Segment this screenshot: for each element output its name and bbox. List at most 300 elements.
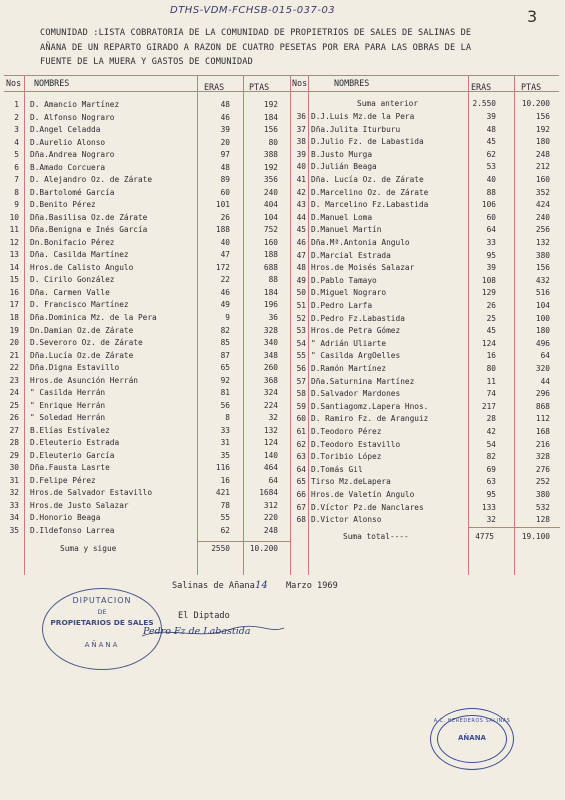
table-row (0, 476, 565, 488)
table-row (0, 426, 565, 438)
table-row (0, 111, 565, 123)
row-number: 2 (14, 112, 19, 122)
row-ptas: 248 (535, 149, 550, 159)
table-row (0, 136, 565, 148)
row-ptas: 88 (268, 275, 278, 285)
row-number: 32 (9, 488, 19, 498)
row-name: Dña.Julita Iturburu (311, 124, 401, 134)
stamp-top-text: DIPUTACION (72, 596, 132, 605)
table-row (0, 187, 565, 199)
row-name: D.Honorio Beaga (30, 513, 101, 523)
row-eras: 62 (220, 526, 230, 536)
table-row (0, 287, 565, 299)
row-eras: 9 (225, 313, 230, 322)
row-eras: 85 (220, 338, 230, 348)
row-name: D.Eleuterio Estrada (30, 438, 120, 448)
row-number: 15 (9, 275, 19, 285)
table-row (0, 413, 565, 425)
row-number: 23 (9, 375, 19, 385)
row-name: D.Pablo Tamayo (311, 275, 377, 285)
row-name: Dn.Bonifacio Pérez (30, 237, 115, 247)
row-name: D. Cirilo González (30, 275, 115, 285)
row-ptas: 36 (268, 313, 278, 322)
row-ptas: 432 (535, 275, 550, 285)
row-name: Dña.Benigna e Inés García (30, 225, 148, 235)
row-ptas: 184 (263, 112, 278, 122)
row-name: D.Julián Beaga (311, 162, 377, 172)
row-eras: 74 (486, 389, 496, 399)
footer-label: Suma total---- (343, 532, 409, 541)
stamp-herederos-salinas (430, 708, 514, 770)
row-name: D.Tomás Gil (311, 464, 363, 474)
row-number: 59 (296, 401, 306, 411)
row-name: B.Justo Murga (311, 149, 373, 159)
table-row (0, 338, 565, 350)
row-number: 22 (9, 363, 19, 373)
row-ptas: 192 (535, 124, 550, 134)
row-name: D. Francisco Martínez (30, 300, 129, 310)
stamp-ring-text: A.C. HEREDEROS SALINAS (433, 718, 511, 724)
row-number: 61 (296, 427, 306, 436)
row-ptas: 240 (535, 212, 550, 222)
table-row (0, 300, 565, 312)
row-ptas: 496 (535, 338, 550, 348)
carry-ptas: 10.200 (521, 99, 550, 108)
carry-eras: 2.550 (472, 99, 496, 108)
row-eras: 60 (486, 212, 496, 222)
row-name: D.Marcial Estrada (311, 250, 391, 260)
row-ptas: 424 (535, 200, 550, 210)
row-number: 41 (296, 175, 306, 184)
row-name: B.Elías Estívalez (30, 425, 110, 435)
row-ptas: 160 (263, 237, 278, 247)
row-ptas: 368 (263, 375, 278, 385)
row-eras: 33 (486, 238, 496, 247)
header-ptas-right: PTAS (521, 82, 542, 92)
header-nos-left: Nos (6, 78, 22, 88)
row-number: 5 (14, 150, 19, 160)
row-number: 35 (9, 526, 19, 536)
row-ptas: 192 (263, 162, 278, 172)
row-number: 53 (296, 326, 306, 336)
table-row (0, 489, 565, 501)
table-row (0, 350, 565, 362)
row-eras: 421 (215, 488, 230, 498)
row-name: " Adrián Uliarte (311, 338, 387, 348)
row-ptas: 188 (263, 250, 278, 260)
row-name: D.Eleuterio García (30, 450, 115, 460)
row-ptas: 64 (268, 475, 278, 485)
row-ptas: 132 (263, 425, 278, 435)
row-eras: 26 (486, 301, 496, 310)
row-name: Hros.de Salvador Estavillo (30, 488, 153, 498)
row-name: D.Angel Celadda (30, 125, 101, 135)
row-name: Hros.de Asunción Herrán (30, 375, 138, 385)
row-number: 36 (296, 112, 306, 121)
row-number: 43 (296, 200, 306, 210)
row-eras: 62 (486, 149, 496, 159)
row-ptas: 352 (535, 187, 550, 197)
row-eras: 82 (486, 452, 496, 462)
right-carry-row (0, 98, 565, 110)
row-eras: 45 (486, 326, 496, 336)
row-ptas: 320 (535, 364, 550, 373)
row-eras: 47 (220, 250, 230, 260)
row-eras: 63 (486, 477, 496, 487)
header-nos-right: Nos (292, 78, 308, 88)
row-number: 26 (9, 413, 19, 423)
row-name: D.Miguel Nograro (311, 288, 387, 298)
stamp-middle-text: PROPIETARIOS DE SALES (50, 618, 154, 627)
row-ptas: 324 (263, 388, 278, 398)
header-ptas-left: PTAS (249, 82, 270, 92)
row-ptas: 192 (263, 100, 278, 109)
row-name: D. Alejandro Oz. de Zárate (30, 175, 153, 185)
row-eras: 11 (486, 376, 496, 386)
table-row (0, 212, 565, 224)
row-eras: 48 (220, 100, 230, 109)
row-name: D. Amancio Martínez (30, 100, 120, 109)
row-ptas: 688 (263, 262, 278, 272)
row-eras: 133 (481, 502, 496, 512)
row-eras: 106 (481, 200, 496, 210)
row-number: 6 (14, 162, 19, 172)
row-eras: 101 (215, 200, 230, 210)
row-ptas: 168 (535, 427, 550, 436)
table-row (0, 199, 565, 211)
row-eras: 54 (486, 439, 496, 449)
table-row (0, 363, 565, 375)
row-name: D.Víctor Pz.de Nanclares (311, 502, 424, 512)
row-eras: 39 (486, 112, 496, 121)
table-row (0, 174, 565, 186)
row-name: Dña. Lucía Oz. de Zárate (311, 175, 424, 184)
table-row (0, 313, 565, 325)
row-number: 28 (9, 438, 19, 448)
row-number: 46 (296, 238, 306, 247)
row-name: " Casilda ArgOelles (311, 351, 401, 361)
row-number: 60 (296, 414, 306, 424)
row-eras: 64 (486, 225, 496, 235)
row-number: 4 (14, 137, 19, 147)
row-ptas: 356 (263, 175, 278, 185)
row-eras: 46 (220, 112, 230, 122)
row-eras: 172 (215, 262, 230, 272)
row-ptas: 32 (268, 413, 278, 423)
row-ptas: 328 (535, 452, 550, 462)
row-eras: 88 (486, 187, 496, 197)
row-eras: 45 (486, 137, 496, 147)
table-row (0, 502, 565, 514)
row-ptas: 256 (535, 225, 550, 235)
row-number: 65 (296, 477, 306, 487)
row-name: D.Felipe Pérez (30, 475, 96, 485)
row-eras: 42 (486, 427, 496, 436)
row-name: Hros.de Justo Salazar (30, 500, 129, 510)
stamp-propietarios (42, 588, 162, 670)
sum-rule-right (468, 527, 560, 528)
row-ptas: 328 (263, 325, 278, 335)
row-eras: 35 (220, 450, 230, 460)
footer-eras: 2550 (211, 544, 230, 553)
row-eras: 16 (486, 351, 496, 361)
footer-eras: 4775 (475, 532, 494, 541)
row-name: Dña. Casilda Martínez (30, 250, 129, 260)
row-ptas: 516 (535, 288, 550, 298)
row-eras: 116 (215, 463, 230, 473)
row-number: 16 (9, 287, 19, 297)
row-eras: 48 (486, 124, 496, 134)
table-row (0, 464, 565, 476)
signature: Pedro Fz de Labastida (143, 626, 251, 637)
row-ptas: 260 (263, 363, 278, 373)
row-ptas: 312 (263, 500, 278, 510)
row-name: D.Marcelino Oz. de Zárate (311, 187, 429, 197)
row-eras: 124 (481, 338, 496, 348)
row-ptas: 216 (535, 439, 550, 449)
table-row (0, 439, 565, 451)
row-ptas: 128 (535, 515, 550, 525)
row-number: 17 (9, 300, 19, 310)
row-eras: 26 (220, 212, 230, 222)
row-ptas: 752 (263, 225, 278, 235)
row-ptas: 220 (263, 513, 278, 523)
row-name: D.Severoro Oz. de Zárate (30, 338, 143, 348)
heading-line: AÑANA DE UN REPARTO GIRADO A RAZON DE CUATRO PESETAS POR ERA PARA LAS OBRAS DE LA (40, 42, 472, 53)
row-name: Dña.Basilisa Oz.de Zárate (30, 212, 148, 222)
row-ptas: 212 (535, 162, 550, 172)
row-name: " Enrique Herrán (30, 400, 106, 410)
row-number: 24 (9, 388, 19, 398)
row-ptas: 112 (535, 414, 550, 424)
row-name: D.Salvador Mardones (311, 389, 401, 399)
row-name: D.Toribio López (311, 452, 382, 462)
row-name: D.Pedro Fz.Labastida (311, 313, 405, 323)
closing-place: Salinas de Añana (172, 581, 255, 591)
row-number: 55 (296, 351, 306, 361)
row-name: Dña.Mª.Antonia Angulo (311, 238, 410, 247)
row-number: 52 (296, 313, 306, 323)
row-ptas: 348 (263, 350, 278, 360)
row-ptas: 100 (535, 313, 550, 323)
row-ptas: 240 (263, 187, 278, 197)
row-eras: 217 (481, 401, 496, 411)
row-ptas: 380 (535, 250, 550, 260)
row-ptas: 296 (535, 389, 550, 399)
row-ptas: 464 (263, 463, 278, 473)
row-name: D.Benito Pérez (30, 200, 96, 210)
row-ptas: 104 (535, 301, 550, 310)
row-name: D.J.Luis Mz.de la Pera (311, 112, 415, 121)
row-number: 45 (296, 225, 306, 235)
row-eras: 39 (220, 125, 230, 135)
row-name: Hros.de Petra Gómez (311, 326, 401, 336)
header-names-left: NOMBRES (34, 78, 70, 88)
row-number: 14 (9, 262, 19, 272)
row-ptas: 104 (263, 212, 278, 222)
table-top-rule (4, 75, 559, 76)
row-number: 42 (296, 187, 306, 197)
row-eras: 129 (481, 288, 496, 298)
row-number: 19 (9, 325, 19, 335)
row-name: " Soledad Herrán (30, 413, 106, 423)
footer-ptas: 19.100 (521, 532, 550, 541)
row-number: 13 (9, 250, 19, 260)
row-name: Dña.Saturnina Martínez (311, 376, 415, 386)
row-ptas: 380 (535, 490, 550, 499)
row-ptas: 156 (263, 125, 278, 135)
row-number: 49 (296, 275, 306, 285)
row-name: Dña.Andrea Nograro (30, 150, 115, 160)
footer-ptas: 10.200 (249, 544, 278, 553)
row-name: B.Amado Corcuera (30, 162, 106, 172)
row-number: 44 (296, 212, 306, 222)
row-name: D.Bartolomé García (30, 187, 115, 197)
row-eras: 32 (486, 515, 496, 525)
row-ptas: 388 (263, 150, 278, 160)
row-name: D.Julio Fz. de Labastida (311, 137, 424, 147)
row-name: " Casilda Herrán (30, 388, 106, 398)
row-name: D.Pedro Larfa (311, 301, 373, 310)
row-number: 27 (9, 425, 19, 435)
row-number: 29 (9, 450, 19, 460)
page-number: 3 (527, 7, 538, 26)
footer-label: Suma y sigue (60, 544, 117, 553)
row-eras: 20 (220, 137, 230, 147)
row-eras: 28 (486, 414, 496, 424)
row-eras: 40 (486, 175, 496, 184)
row-ptas: 224 (263, 400, 278, 410)
row-name: D.Manuel Loma (311, 212, 373, 222)
row-name: D.Victor Alonso (311, 515, 382, 525)
row-ptas: 252 (535, 477, 550, 487)
row-number: 51 (296, 301, 306, 310)
archive-reference: DTHS-VDM-FCHSB-015-037-03 (170, 5, 336, 16)
row-number: 56 (296, 364, 306, 373)
row-eras: 33 (220, 425, 230, 435)
table-row (0, 514, 565, 526)
row-ptas: 132 (535, 238, 550, 247)
row-number: 30 (9, 463, 19, 473)
row-name: D. Ramiro Fz. de Aranguiz (311, 414, 429, 424)
row-eras: 25 (486, 313, 496, 323)
row-ptas: 404 (263, 200, 278, 210)
row-name: D.Ramón Martínez (311, 364, 387, 373)
closing-day: 14 (255, 580, 268, 591)
left-footer-row (0, 543, 292, 555)
row-name: D.Aurelio Alonso (30, 137, 106, 147)
row-name: D.Manuel Martín (311, 225, 382, 235)
row-number: 47 (296, 250, 306, 260)
row-number: 34 (9, 513, 19, 523)
row-ptas: 160 (535, 175, 550, 184)
row-ptas: 532 (535, 502, 550, 512)
row-number: 37 (296, 124, 306, 134)
row-number: 50 (296, 288, 306, 298)
row-number: 62 (296, 439, 306, 449)
row-eras: 92 (220, 375, 230, 385)
row-eras: 78 (220, 500, 230, 510)
row-eras: 46 (220, 287, 230, 297)
row-name: Hros.de Moisés Salazar (311, 263, 415, 273)
row-number: 1 (14, 100, 19, 109)
row-name: Hros.de Calisto Angulo (30, 262, 134, 272)
row-number: 8 (14, 187, 19, 197)
table-row (0, 451, 565, 463)
row-number: 21 (9, 350, 19, 360)
row-ptas: 180 (535, 137, 550, 147)
row-eras: 56 (220, 400, 230, 410)
row-name: D. Alfonso Nograro (30, 112, 115, 122)
row-name: Dña.Digna Estavillo (30, 363, 120, 373)
row-name: D.Ildefonso Larrea (30, 526, 115, 536)
row-name: Dña. Carmen Valle (30, 287, 110, 297)
table-row (0, 224, 565, 236)
row-ptas: 64 (540, 351, 550, 361)
row-ptas: 1684 (259, 488, 278, 498)
row-eras: 53 (486, 162, 496, 172)
row-eras: 39 (486, 263, 496, 273)
row-number: 3 (14, 125, 19, 135)
row-number: 58 (296, 389, 306, 399)
row-number: 25 (9, 400, 19, 410)
row-ptas: 80 (268, 137, 278, 147)
row-eras: 89 (220, 175, 230, 185)
row-number: 66 (296, 490, 306, 499)
row-name: Dña.Dominica Mz. de la Pera (30, 313, 157, 322)
row-name: D.Santiagomz.Lapera Hnos. (311, 401, 429, 411)
heading-line: COMUNIDAD :LISTA COBRATORIA DE LA COMUNIDAD DE PROPIETRIOS DE SALES DE SALINAS DE (40, 28, 472, 38)
row-ptas: 184 (263, 287, 278, 297)
document-heading (40, 26, 520, 70)
header-eras-right: ERAS (471, 82, 492, 92)
row-eras: 108 (481, 275, 496, 285)
table-row (0, 325, 565, 337)
row-number: 54 (296, 338, 306, 348)
row-number: 39 (296, 149, 306, 159)
row-eras: 87 (220, 350, 230, 360)
table-row (0, 376, 565, 388)
table-row (0, 250, 565, 262)
row-eras: 48 (220, 162, 230, 172)
row-number: 9 (14, 200, 19, 210)
row-ptas: 156 (535, 112, 550, 121)
row-eras: 40 (220, 237, 230, 247)
table-row (0, 161, 565, 173)
row-number: 12 (9, 237, 19, 247)
row-eras: 22 (220, 275, 230, 285)
table-row (0, 237, 565, 249)
row-eras: 80 (486, 364, 496, 373)
row-eras: 8 (225, 413, 230, 423)
row-number: 31 (9, 475, 19, 485)
table-row (0, 262, 565, 274)
row-number: 20 (9, 338, 19, 348)
row-eras: 95 (486, 250, 496, 260)
stamp-center-text: AÑANA (458, 734, 486, 742)
row-number: 33 (9, 500, 19, 510)
row-name: Hros.de Valetín Angulo (311, 490, 415, 499)
row-number: 7 (14, 175, 19, 185)
row-number: 11 (9, 225, 19, 235)
row-name: Dña.Fausta Lasrte (30, 463, 110, 473)
row-number: 48 (296, 263, 306, 273)
table-row (0, 401, 565, 413)
row-ptas: 276 (535, 464, 550, 474)
row-name: D. Marcelino Fz.Labastida (311, 200, 429, 210)
row-eras: 60 (220, 187, 230, 197)
table-row (0, 149, 565, 161)
